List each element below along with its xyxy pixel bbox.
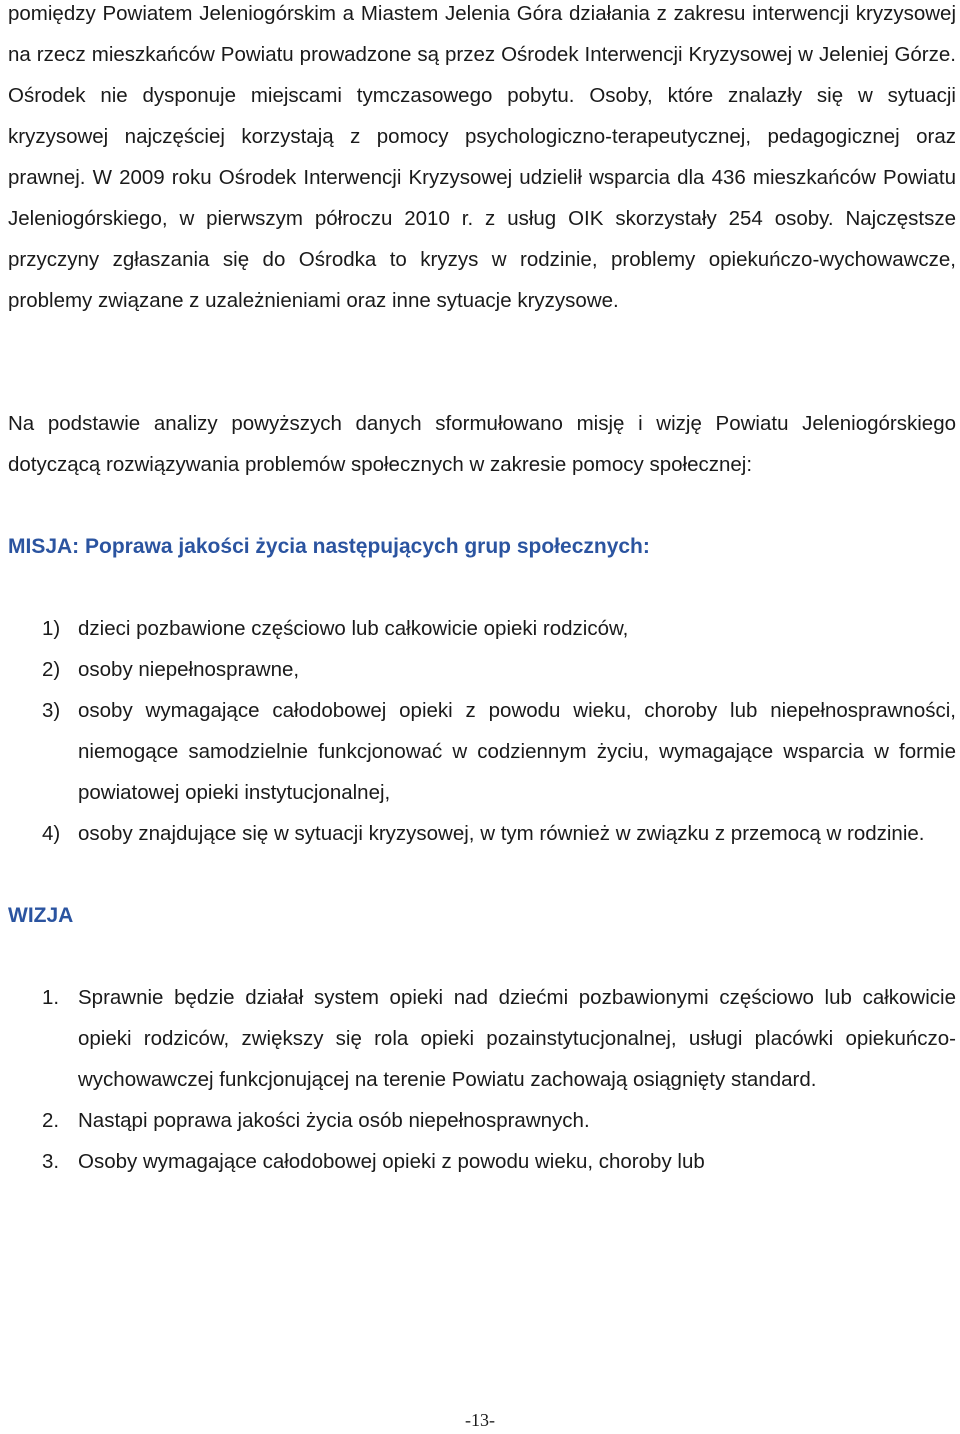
mission-list	[8, 608, 956, 854]
intro-paragraph: pomiędzy Powiatem Jeleniogórskim a Miastem Jelenia Góra działania z zakresu interwencji kryzysowej na rzecz mieszkańców Powiatu prowadzone są przez Ośrodek Interwencji Kryzysowej w Jeleniej Górze. Ośrodek nie dysponuje miejscami tymczasowego pobytu. Osoby, które znalazły się w sytuacji kryzysowej najczęściej korzystają z pomocy psychologiczno-terapeutycznej, pedagogicznej oraz prawnej. W 2009 roku Ośrodek Interwencji Kryzysowej udzielił wsparcia dla 436 mieszkańców Powiatu Jeleniogórskiego, w pierwszym półroczu 2010 r. z usług OIK skorzystały 254 osoby. Najczęstsze przyczyny zgłaszania się do Ośrodka to kryzys w rodzinie, problemy opiekuńczo-wychowawcze, problemy związane z uzależnieniami oraz inne sytuacje kryzysowe.	[8, 2, 956, 312]
list-item	[8, 649, 956, 690]
list-item	[8, 1100, 956, 1141]
list-item-text: osoby niepełnosprawne,	[78, 658, 300, 681]
list-item-number: 2.	[42, 1109, 60, 1132]
list-item-number: 2)	[42, 658, 61, 681]
list-item-text: dzieci pozbawione częściowo lub całkowicie opieki rodziców,	[78, 617, 629, 640]
vision-list	[8, 977, 956, 1182]
page-number: -13-	[465, 1410, 495, 1430]
list-item-number: 1)	[42, 617, 61, 640]
list-item	[8, 813, 956, 854]
list-item-text: Nastąpi poprawa jakości życia osób niepełnosprawnych.	[78, 1109, 590, 1132]
list-item-text: Sprawnie będzie działał system opieki nad dziećmi pozbawionymi częściowo lub całkowicie opieki rodziców, zwiększy się rola opieki pozainstytucjonalnej, usługi placówki opiekuńczo-wychowawczej funkcjonującej na terenie Powiatu zachowają osiągnięty standard.	[78, 986, 956, 1091]
vision-heading: WIZJA	[8, 904, 74, 927]
list-item-number: 4)	[42, 822, 61, 845]
document-page	[8, 0, 956, 1182]
list-item	[8, 608, 956, 649]
list-item-text: osoby znajdujące się w sytuacji kryzysowej, w tym również w związku z przemocą w rodzinie.	[78, 822, 925, 845]
analysis-paragraph: Na podstawie analizy powyższych danych sformułowano misję i wizję Powiatu Jeleniogórskiego dotyczącą rozwiązywania problemów społecznych w zakresie pomocy społecznej:	[8, 412, 956, 476]
list-item-text: osoby wymagające całodobowej opieki z powodu wieku, choroby lub niepełnosprawności, niemogące samodzielnie funkcjonować w codziennym życiu, wymagające wsparcia w formie powiatowej opieki instytucjonalnej,	[78, 699, 956, 804]
list-item-text: Osoby wymagające całodobowej opieki z powodu wieku, choroby lub	[78, 1150, 705, 1173]
list-item-number: 3)	[42, 699, 61, 722]
mission-heading: MISJA: Poprawa jakości życia następujących grup społecznych:	[8, 535, 650, 558]
list-item-number: 1.	[42, 986, 60, 1009]
list-item-number: 3.	[42, 1150, 60, 1173]
list-item	[8, 977, 956, 1100]
list-item	[8, 690, 956, 813]
list-item	[8, 1141, 956, 1182]
